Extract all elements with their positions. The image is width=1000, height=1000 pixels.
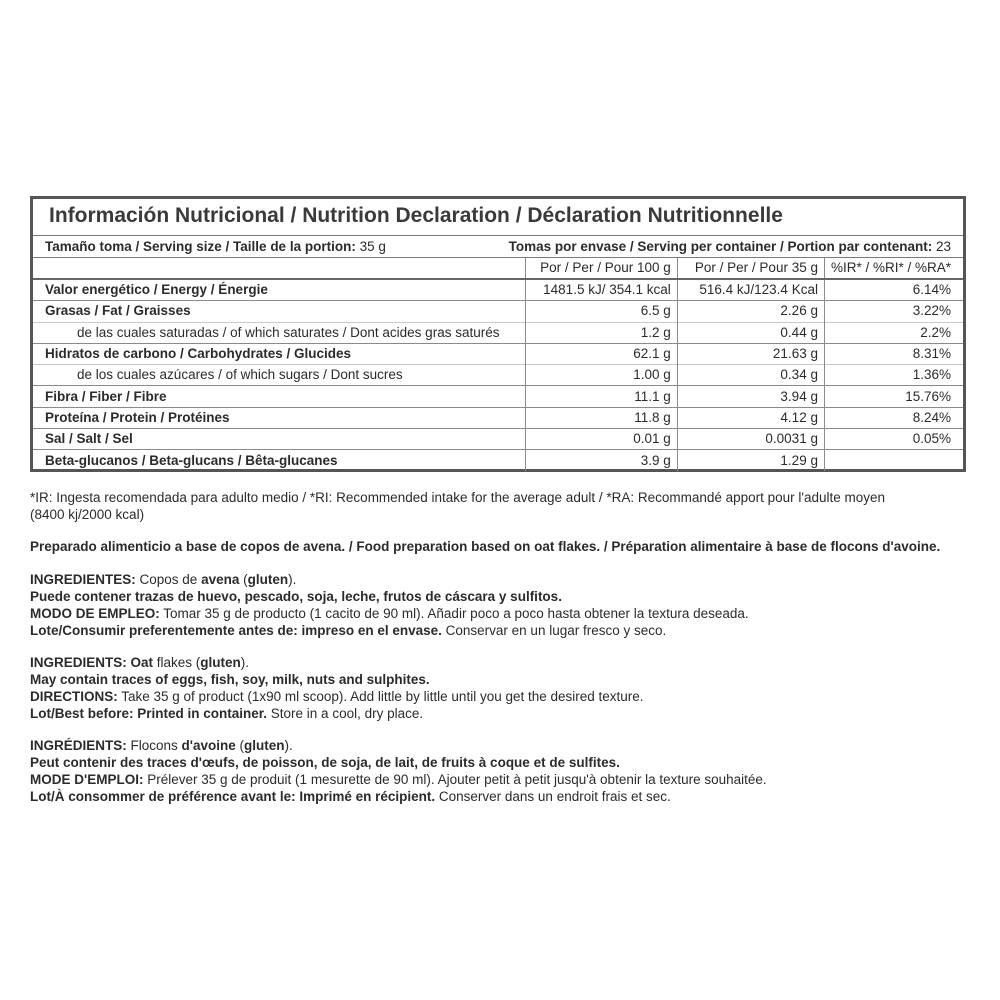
nutrient-name: Hidratos de carbono / Carbohydrates / Glucides [33,343,526,364]
allergen-text: d'avoine [181,738,236,753]
value-per-100g: 11.1 g [526,386,678,407]
ingredients-label: INGREDIENTES: [30,572,136,587]
nutrition-table [33,257,963,471]
value-per-100g: 6.5 g [526,301,678,322]
nutrient-name: Beta-glucanos / Beta-glucans / Bêta-glucanes [33,450,526,471]
ingredients-text: Flocons [126,738,182,753]
directions-label: MODO DE EMPLEO: [30,606,160,621]
lot-text: Store in a cool, dry place. [267,706,424,721]
value-per-35g: 4.12 g [677,407,824,428]
column-header: Por / Per / Pour 100 g [526,257,678,279]
value-per-35g: 0.34 g [677,365,824,386]
nutrient-name: de los cuales azúcares / of which sugars / Dont sucres [33,365,526,386]
value-per-100g: 1481.5 kJ/ 354.1 kcal [526,279,678,301]
serving-size-value: 35 g [355,239,386,254]
lot-label: Lote/Consumir preferentemente antes de: impreso en el envase. [30,623,442,638]
lot-line [30,705,970,722]
table-row [33,343,963,364]
nutrient-name: Valor energético / Energy / Énergie [45,282,268,298]
allergen-text: gluten [247,572,289,587]
serving-info-row [33,235,963,258]
directions-line [30,688,970,705]
allergen-text: Oat [126,655,154,670]
reference-intake: 2.2% [824,322,963,343]
ingredients-text: ). [288,572,297,587]
directions-line [30,771,970,788]
column-header: Por / Per / Pour 35 g [677,257,824,279]
value-per-100g: 1.00 g [526,365,678,386]
lot-line [30,788,970,805]
reference-intake: 6.14% [824,279,963,301]
ingredients-text: Copos de [135,572,202,587]
value-per-100g: 3.9 g [526,450,678,471]
serving-size [45,236,386,257]
nutrient-name: de las cuales saturadas / of which saturates / Dont acides gras saturés [33,322,526,343]
directions-text: Prélever 35 g de produit (1 mesurette de 90 ml). Ajouter petit à petit jusqu'à obtenir la texture souhaitée. [143,772,767,787]
description-text: Preparado alimenticio a base de copos de avena. / Food preparation based on oat flakes. / Préparation alimentaire à base de flocons d'avoine. [30,539,941,554]
ingredients-text: flakes ( [153,655,201,670]
ingredients-text: ( [235,738,245,753]
french-section [30,737,970,805]
nutrient-name: Fibra / Fiber / Fibre [33,386,526,407]
serving-size-label: Tamaño toma / Serving size / Taille de la portion: [45,239,356,254]
lot-text: Conserver dans un endroit frais et sec. [435,789,671,804]
ingredients-text: ). [240,655,250,670]
table-row [33,365,963,386]
table-row [33,386,963,407]
english-section [30,654,970,722]
traces-line: Puede contener trazas de huevo, pescado, soja, leche, frutos de cáscara y sulfitos. [30,589,562,604]
value-per-100g: 11.8 g [526,407,678,428]
footnote-line: *IR: Ingesta recomendada para adulto medio / *RI: Recommended intake for the average adult / *RA: Recommandé apport pour l'adulte moyen [30,490,886,505]
lot-label: Lot/Best before: Printed in container. [30,706,268,721]
traces-line: Peut contenir des traces d'œufs, de poisson, de soja, de lait, de fruits à coque et de sulfites. [30,755,620,770]
product-description [30,538,970,555]
allergen-text: gluten [244,738,285,753]
reference-intake: 8.31% [824,343,963,364]
column-header [33,257,526,279]
ingredients-label: INGRÉDIENTS: [30,738,127,753]
ingredients-line [30,571,970,588]
footnote-line: (8400 kj/2000 kcal) [30,507,145,522]
ingredients-line [30,737,970,754]
nutrient-name: Sal / Salt / Sel [33,429,526,450]
value-per-100g: 0.01 g [526,429,678,450]
directions-text: Tomar 35 g de producto (1 cacito de 90 ml). Añadir poco a poco hasta obtener la textura deseada. [159,606,749,621]
nutrient-name: Proteína / Protein / Protéines [33,407,526,428]
directions-text: Take 35 g of product (1x90 ml scoop). Add little by little until you get the desired texture. [117,689,644,704]
lot-line [30,622,970,639]
nutrient-name: Grasas / Fat / Graisses [33,301,526,322]
table-row [33,322,963,343]
reference-intake [824,450,963,471]
servings-per-container [509,236,951,257]
value-per-35g: 3.94 g [677,386,824,407]
value-per-100g: 62.1 g [526,343,678,364]
ingredients-text: ). [284,738,293,753]
table-row [33,450,963,471]
value-per-100g: 1.2 g [526,322,678,343]
column-header: %IR* / %RI* / %RA* [824,257,963,279]
ingredients-label: INGREDIENTS: [30,655,127,670]
value-per-35g: 21.63 g [677,343,824,364]
lot-label: Lot/À consommer de préférence avant le: Imprimé en récipient. [30,789,436,804]
table-header-row [33,257,963,279]
label-title: Información Nutricional / Nutrition Declaration / Déclaration Nutritionnelle [49,204,783,227]
value-per-35g: 0.0031 g [677,429,824,450]
value-per-35g: 0.44 g [677,322,824,343]
servings-label: Tomas por envase / Serving per container / Portion par contenant: [508,239,933,254]
traces-line: May contain traces of eggs, fish, soy, milk, nuts and sulphites. [30,672,430,687]
table-row [33,279,963,301]
directions-line [30,605,970,622]
reference-intake: 0.05% [824,429,963,450]
servings-value: 23 [932,239,951,254]
value-per-35g: 2.26 g [677,301,824,322]
ingredients-line [30,654,970,671]
reference-intake: 1.36% [824,365,963,386]
directions-label: MODE D'EMPLOI: [30,772,144,787]
spanish-section [30,571,970,639]
allergen-text: gluten [200,655,241,670]
ingredients-text: ( [239,572,248,587]
table-row [33,407,963,428]
table-row [33,429,963,450]
allergen-text: avena [201,572,240,587]
footnote [30,489,970,523]
reference-intake: 8.24% [824,407,963,428]
directions-label: DIRECTIONS: [30,689,118,704]
nutrition-label [30,196,966,472]
lot-text: Conservar en un lugar fresco y seco. [441,623,667,638]
reference-intake: 3.22% [824,301,963,322]
value-per-35g: 516.4 kJ/123.4 Kcal [677,279,824,301]
value-per-35g: 1.29 g [677,450,824,471]
reference-intake: 15.76% [824,386,963,407]
table-row [33,301,963,322]
